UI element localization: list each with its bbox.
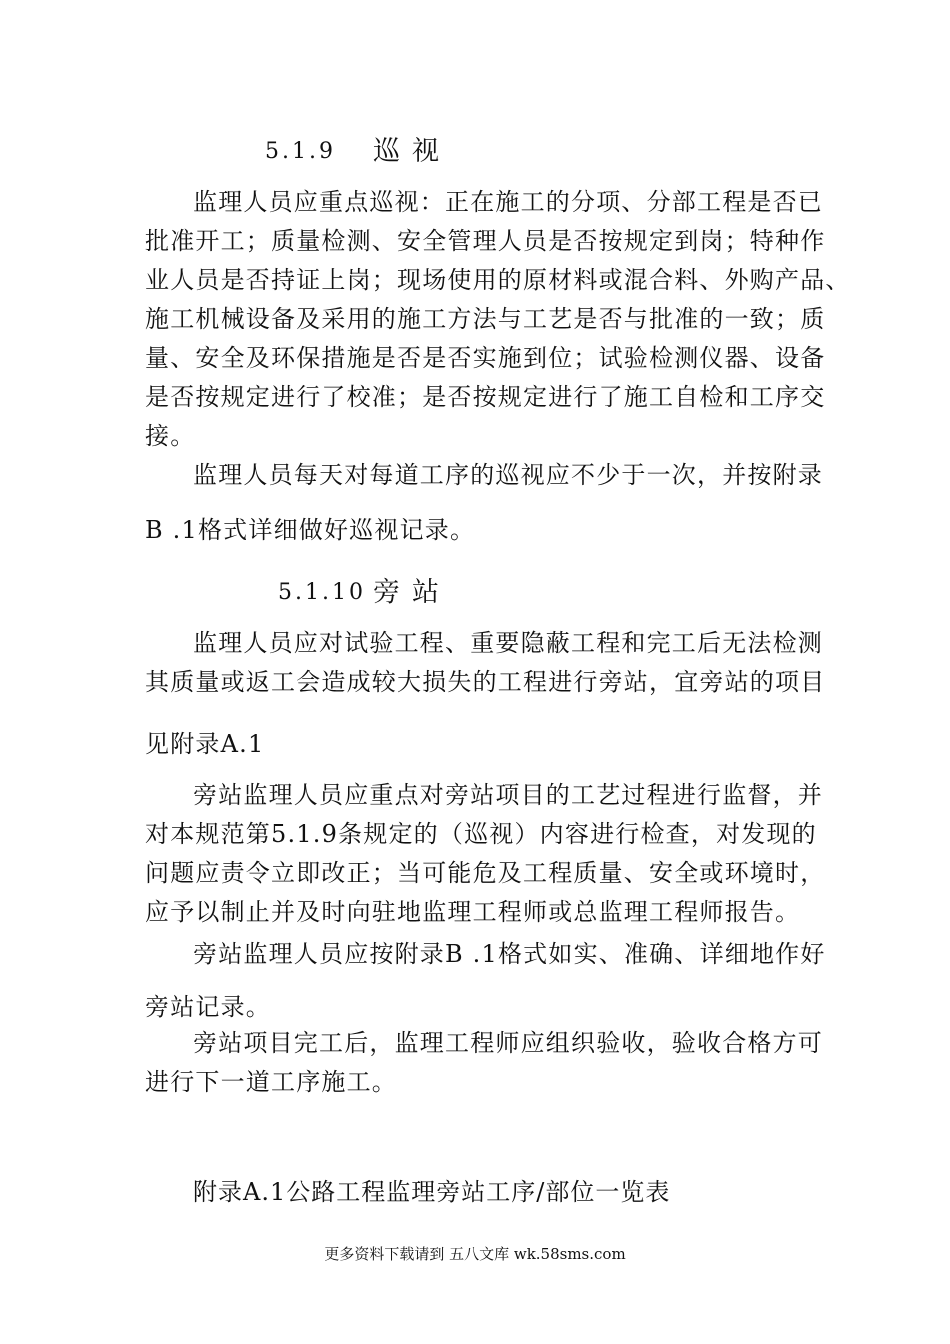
footer-download-note: 更多资料下载请到 五八文库 wk.58sms.com [324, 1245, 626, 1263]
section-519-para1-line: 监理人员应重点巡视：正在施工的分项、分部工程是否已 [193, 188, 823, 216]
section-519-para1-line: 施工机械设备及采用的施工方法与工艺是否与批准的一致；质 [145, 305, 826, 333]
section-5110-para1-line: 其质量或返工会造成较大损失的工程进行旁站，宜旁站的项目 [145, 668, 826, 696]
section-519-para1-line: 量、安全及环保措施是否是否实施到位；试验检测仪器、设备 [145, 344, 826, 372]
section-5110-para4-line: 旁站项目完工后，监理工程师应组织验收，验收合格方可 [193, 1029, 823, 1057]
section-519-para1-line: 接。 [145, 422, 196, 450]
appendix-title: 附录A.1公路工程监理旁站工序/部位一览表 [193, 1178, 671, 1206]
section-519-number: 5.1.9 [265, 139, 336, 164]
section-5110-para4-line: 进行下一道工序施工。 [145, 1068, 397, 1096]
section-519-para2-line: B .1格式详细做好巡视记录。 [145, 516, 476, 544]
section-519-para1-line: 是否按规定进行了校准；是否按规定进行了施工自检和工序交 [145, 383, 826, 411]
section-5110-para1-line: 见附录A.1 [145, 730, 265, 758]
section-5110-para2-line: 旁站监理人员应重点对旁站项目的工艺过程进行监督，并 [193, 781, 823, 809]
section-5110-para2-line: 对本规范第5.1.9条规定的（巡视）内容进行检查，对发现的 [145, 820, 817, 848]
section-5110-para2-line: 问题应责令立即改正；当可能危及工程质量、安全或环境时， [145, 859, 826, 887]
section-519-para2-line: 监理人员每天对每道工序的巡视应不少于一次，并按附录 [193, 461, 823, 489]
section-519-title: 巡视 [373, 136, 451, 167]
section-5110-para2-line: 应予以制止并及时向驻地监理工程师或总监理工程师报告。 [145, 898, 801, 926]
section-5110-para1-line: 监理人员应对试验工程、重要隐蔽工程和完工后无法检测 [193, 629, 823, 657]
section-5110-title: 旁站 [373, 577, 451, 608]
section-519-para1-line: 业人员是否持证上岗；现场使用的原材料或混合料、外购产品、 [145, 266, 851, 294]
section-5110-para3-line: 旁站记录。 [145, 993, 271, 1021]
section-5110-number: 5.1.10 [278, 580, 366, 605]
section-5110-para3-line: 旁站监理人员应按附录B .1格式如实、准确、详细地作好 [193, 940, 826, 968]
section-519-para1-line: 批准开工；质量检测、安全管理人员是否按规定到岗；特种作 [145, 227, 826, 255]
